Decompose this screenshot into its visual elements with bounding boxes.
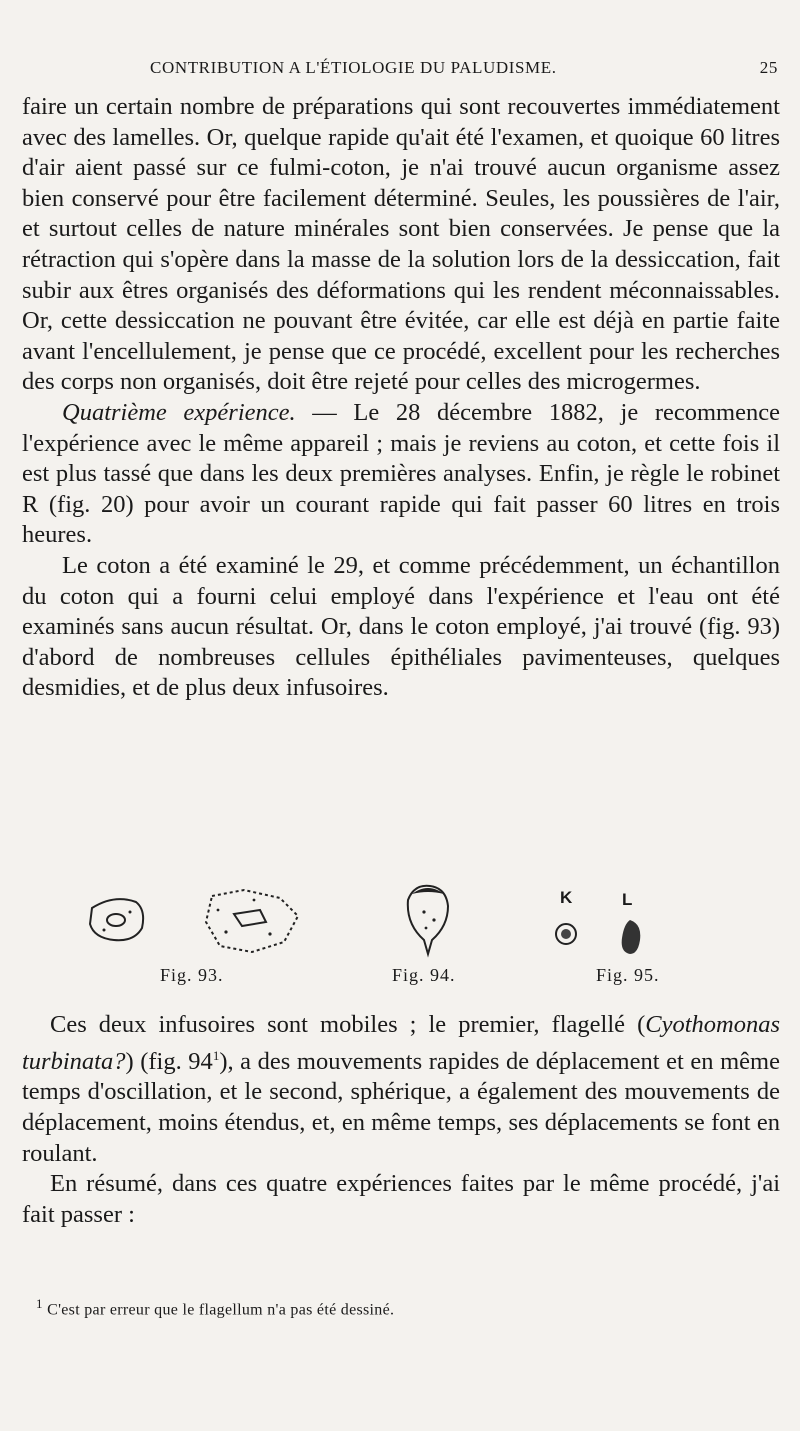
figures-row [22,868,780,998]
body-text [22,92,780,704]
fig-95-drawing [546,914,656,958]
running-header [130,58,778,84]
paragraph-4-part-a: Ces deux infusoires sont mobiles ; le premier, flagellé ( [50,1011,646,1038]
species-name: Cyothomonas turbinata? [22,1011,780,1075]
fig-95-label-l: L [622,890,633,909]
fig-95-caption: Fig. 95. [596,965,660,985]
fig-94-caption: Fig. 94. [392,965,456,985]
header-title: CONTRIBUTION A L'ÉTIOLOGIE DU PALUDISME. [150,58,557,77]
paragraph-2 [22,398,780,551]
paragraph-2-text: — Le 28 décembre 1882, je recommence l'expérience avec le même appareil ; mais je reviens au coton, et cette fois il est plus tassé que dans les deux premières analyses. Enfin, je règle le robinet R (fig. 20) pour avoir un courant rapide qui fait passer 60 litres en trois heures. [22,398,780,549]
fig-94-drawing [394,878,464,958]
footnote [36,1296,394,1319]
footnote-text: C'est par erreur que le flagellum n'a pas été dessiné. [42,1301,395,1319]
paragraph-3: Le coton a été examiné le 29, et comme précédemment, un échantillon du coton qui a fourni celui employé dans l'expérience et l'eau ont été examinés sans aucun résultat. Or, dans le coton employé, j'ai trouvé (fig. 93) d'abord de nombreuses cellules épithéliales pavimenteuses, quelques desmidies, et de plus deux infusoires. [22,551,780,702]
paragraph-4-part-b: ) (fig. 94 [125,1047,213,1075]
fig-93-caption: Fig. 93. [160,965,224,985]
paragraph-1: faire un certain nombre de préparations qui sont recouvertes immédiatement avec des lamelles. Or, quelque rapide qu'ait été l'examen, et quoique 60 litres d'air aient passé sur ce fulmi-coton, je n'ai trouvé aucun organisme assez bien conservé pour être facilement déterminé. Seules, les poussières de l'air, et surtout celles de nature minérales sont bien conservées. Je pense que la rétraction qui s'opère dans la masse de la solution lors de la dessiccation, fait subir aux êtres organisés des déformations qui les rendent méconnaissables. Or, cette dessiccation ne pouvant être évitée, car elle est déjà en partie faite avant l'encellulement, je pense que ce procédé, excellent pour les recherches des corps non organisés, doit être rejeté pour celles des microgermes. [22,93,780,396]
footnote-ref: 1 [212,1047,220,1063]
experiment-heading: Quatrième expérience. [62,398,296,426]
footnote-marker: 1 [36,1296,43,1311]
fig-93-drawing [84,886,314,964]
paragraph-4-part-c: ), a des mouvements rapides de déplacement et en même temps d'oscillation, et le second, sphérique, a également des mouvements de déplacement, moins étendus, et, en même temps, ses déplacements se font en roulant. [22,1047,780,1167]
paragraph-5: En résumé, dans ces quatre expériences faites par le même procédé, j'ai fait passer : [22,1170,780,1228]
paragraph-4 [22,1010,780,1169]
page-number: 25 [759,58,778,77]
body-text-continued [22,1010,780,1230]
fig-95-label-k: K [560,888,573,907]
